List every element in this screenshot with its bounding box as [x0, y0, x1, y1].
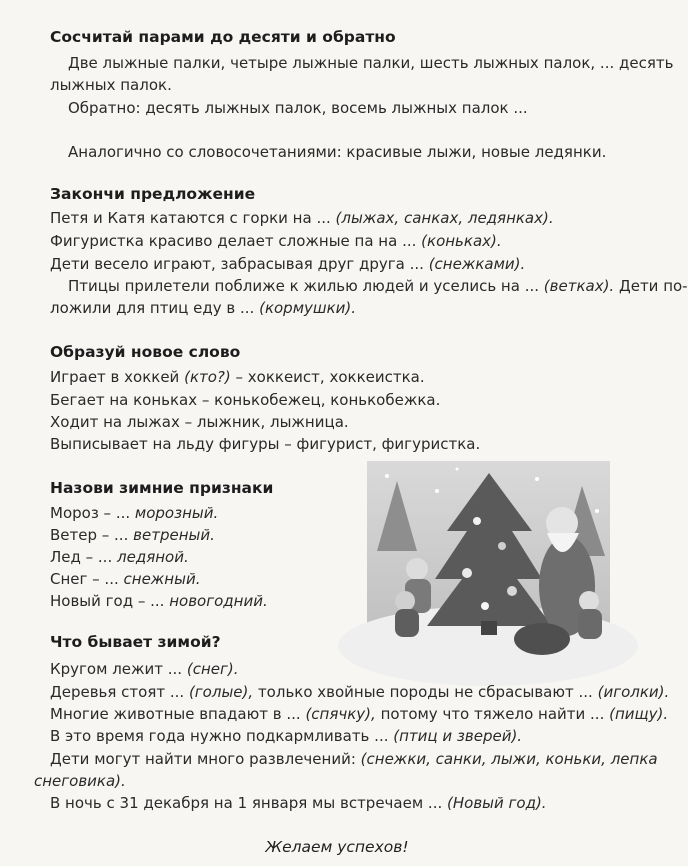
sign-item: Лед – ... ледяной.	[50, 548, 189, 566]
winter-line-3: Многие животные впадают в ... (спячку), потому что тяжело найти ... (пищу).	[50, 705, 669, 723]
sign-item: Снег – ... снежный.	[50, 570, 201, 588]
closing-wish: Желаем успехов!	[265, 838, 409, 856]
sign-item: Мороз – ... морозный.	[50, 504, 219, 522]
finish-sentence-1: Петя и Катя катаются с горки на ... (лыжах, санках, ледянках).	[50, 209, 554, 227]
finish-sentence-4: Птицы прилетели поближе к жилью людей и уселись на ... (ветках). Дети по-	[68, 277, 688, 295]
sign-item: Ветер – ... ветреный.	[50, 526, 215, 544]
new-word-2: Бегает на коньках – конькобежец, конькобежка.	[50, 391, 441, 409]
new-word-3: Ходит на лыжах – лыжник, лыжница.	[50, 413, 349, 431]
sign-item: Новый год – ... новогодний.	[50, 592, 268, 610]
heading-count: Сосчитай парами до десяти и обратно	[50, 28, 396, 46]
new-word-4: Выписывает на льду фигуры – фигурист, фигуристка.	[50, 435, 481, 453]
finish-sentence-3: Дети весело играют, забрасывая друг друга ... (снежками).	[50, 255, 526, 273]
count-line-3: Аналогично со словосочетаниями: красивые лыжи, новые ледянки.	[68, 143, 607, 161]
count-line-1: Две лыжные палки, четыре лыжные палки, шесть лыжных палок, ... десять	[68, 54, 674, 72]
winter-line-5-cont: снеговика).	[34, 772, 126, 790]
heading-finish: Закончи предложение	[50, 185, 256, 203]
winter-line-5: Дети могут найти много развлечений: (снежки, санки, лыжи, коньки, лепка	[50, 750, 658, 768]
winter-line-1: Кругом лежит ... (снег).	[50, 660, 239, 678]
christmas-tree-scene-icon	[367, 461, 610, 658]
winter-line-4: В это время года нужно подкармливать ... (птиц и зверей).	[50, 727, 523, 745]
winter-line-6: В ночь с 31 декабря на 1 января мы встречаем ... (Новый год).	[50, 794, 547, 812]
heading-winter: Что бывает зимой?	[50, 633, 221, 651]
finish-sentence-4-cont: ложили для птиц еду в ... (кормушки).	[50, 299, 357, 317]
heading-new-word: Образуй новое слово	[50, 343, 241, 361]
finish-sentence-2: Фигуристка красиво делает сложные па на ... (коньках).	[50, 232, 502, 250]
new-word-1: Играет в хоккей (кто?) – хоккеист, хоккеистка.	[50, 368, 425, 386]
count-line-1-cont: лыжных палок.	[50, 76, 172, 94]
winter-line-2: Деревья стоят ... (голые), только хвойные породы не сбрасывают ... (иголки).	[50, 683, 670, 701]
heading-signs: Назови зимние признаки	[50, 479, 274, 497]
count-line-2: Обратно: десять лыжных палок, восемь лыжных палок ...	[68, 99, 528, 117]
